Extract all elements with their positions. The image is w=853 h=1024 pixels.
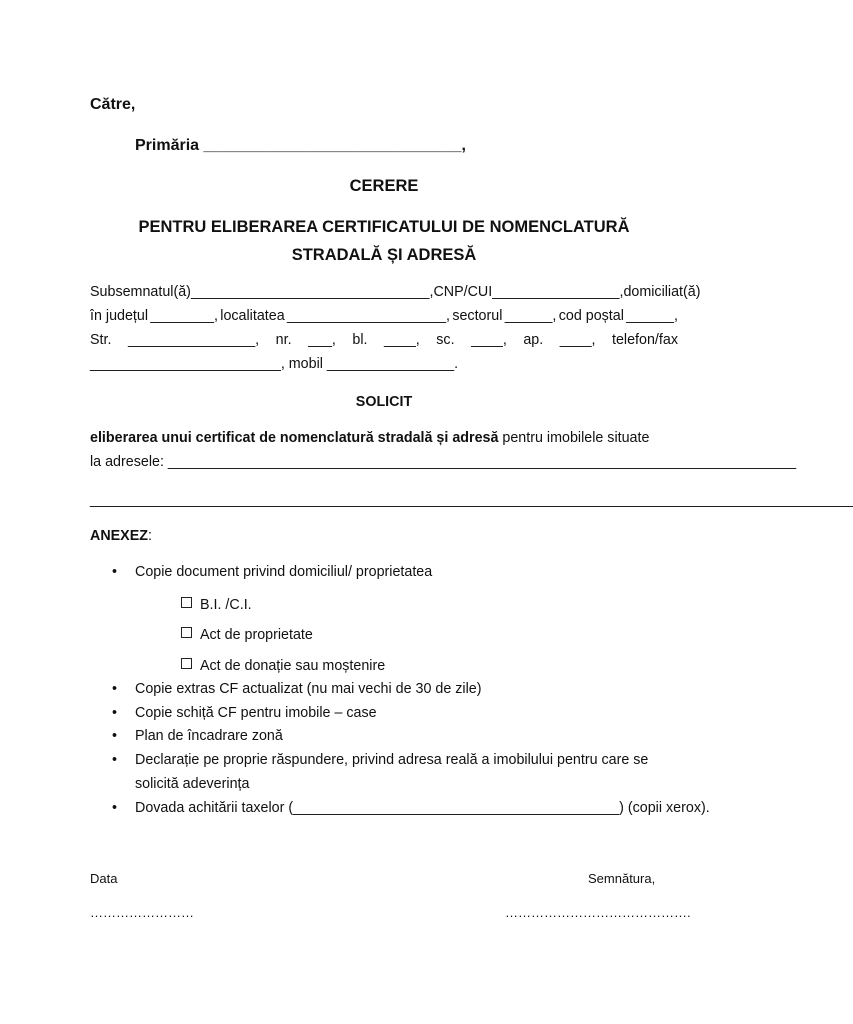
identity-line-3: Str. ________________, nr. ___, bl. ____, sc. ____, ap. ____, telefon/fax <box>90 332 678 348</box>
annex-heading: ANEXEZ: <box>90 528 152 544</box>
list-item: • Copie document privind domiciliul/ proprietatea <box>112 564 433 580</box>
identity-line-2: în județul ________, localitatea ____________________, sectorul ______, cod poștal ______, <box>90 308 678 324</box>
addressee-label: Către, <box>90 96 136 113</box>
date-label: Data <box>90 871 118 886</box>
document-title: CERERE <box>349 177 419 195</box>
list-item: • Plan de încadrare zonă <box>112 728 283 744</box>
bullet-icon: • <box>112 752 118 768</box>
signature-label: Semnătura, <box>588 871 656 886</box>
list-item-continuation: solicită adeverința <box>135 776 250 792</box>
request-heading: SOLICIT <box>355 394 413 410</box>
bullet-icon: • <box>112 564 118 580</box>
bullet-icon: • <box>112 705 118 721</box>
list-item: • Dovada achitării taxelor (_________________________________________) (copii xerox). <box>112 800 710 816</box>
request-text: eliberarea unui certificat de nomenclatură stradală și adresă pentru imobilele situate <box>90 430 650 446</box>
checkbox-item-property: Act de proprietate <box>181 627 313 643</box>
address-line-1: la adresele: _______________________________________________________________________________ <box>90 454 797 470</box>
checkbox-icon[interactable] <box>181 597 192 608</box>
checkbox-item-donation: Act de donație sau moștenire <box>181 658 385 674</box>
signature-line: ……………………………………. <box>505 905 691 920</box>
checkbox-icon[interactable] <box>181 658 192 669</box>
bullet-icon: • <box>112 681 118 697</box>
list-item: • Copie schiță CF pentru imobile – case <box>112 705 377 721</box>
institution-line: Primăria _____________________________, <box>135 137 466 154</box>
date-line: …………………… <box>90 905 194 920</box>
checkbox-icon[interactable] <box>181 627 192 638</box>
list-item: • Copie extras CF actualizat (nu mai vechi de 30 de zile) <box>112 681 482 697</box>
list-item: • Declarație pe proprie răspundere, privind adresa reală a imobilului pentru care se <box>112 752 649 768</box>
checkbox-item-id: B.I. /C.I. <box>181 597 252 613</box>
identity-line-4: ________________________, mobil ________________. <box>90 356 459 372</box>
identity-line-1: Subsemnatul(ă) ______________________________, CNP/CUI ________________, domiciliat(ă) <box>90 284 701 300</box>
address-line-2: ________________________________________________________________________________________________ <box>90 492 853 508</box>
document-subtitle-line2: STRADALĂ ȘI ADRESĂ <box>291 246 477 264</box>
bullet-icon: • <box>112 800 118 816</box>
document-subtitle-line1: PENTRU ELIBERAREA CERTIFICATULUI DE NOMENCLATURĂ <box>138 218 630 236</box>
bullet-icon: • <box>112 728 118 744</box>
